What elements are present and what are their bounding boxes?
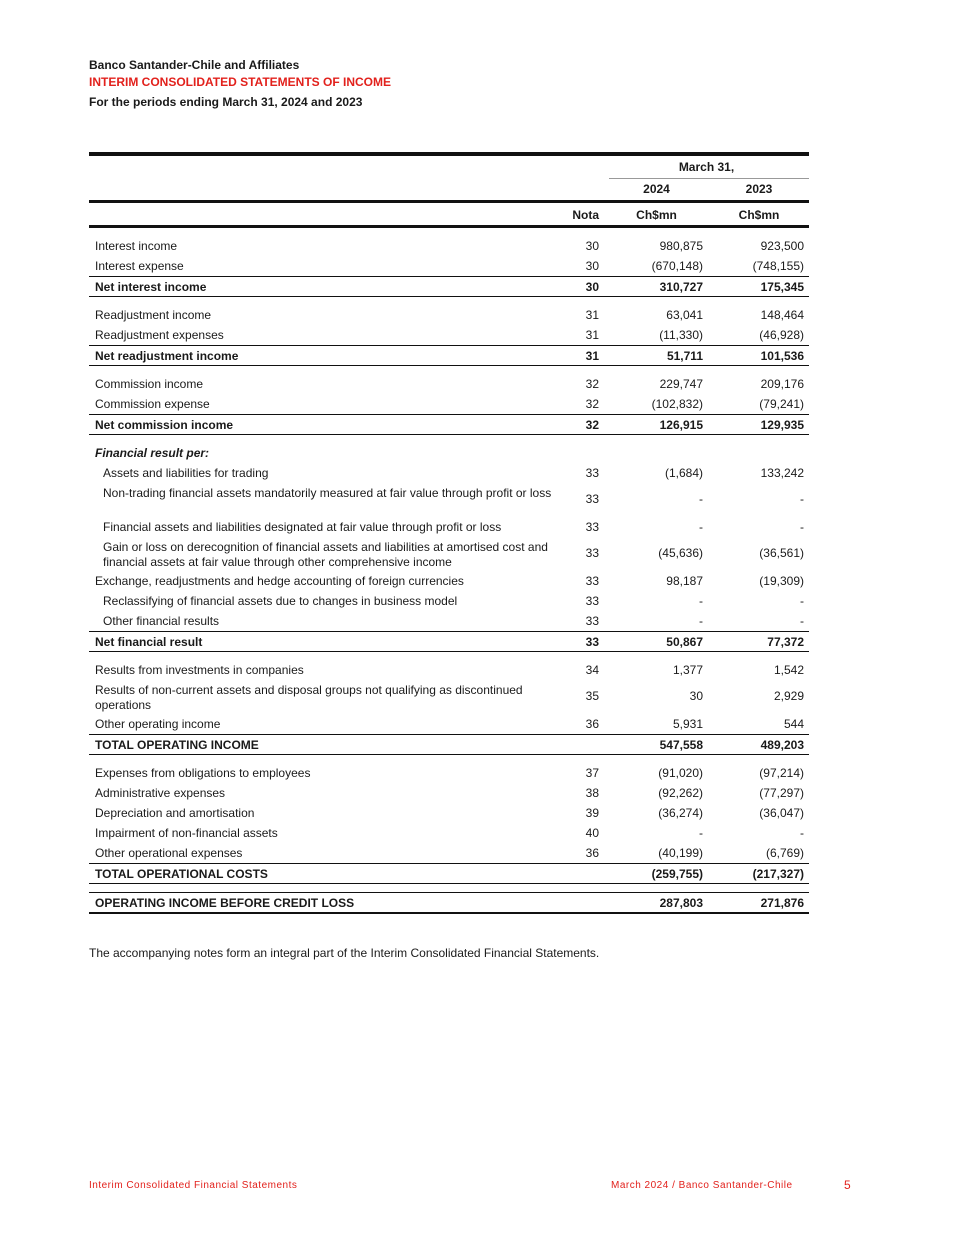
company-name: Banco Santander-Chile and Affiliates: [89, 58, 300, 72]
row-value-2024: 126,915: [659, 418, 703, 432]
row-value-2024: -: [699, 826, 703, 840]
row-value-2024: (102,832): [651, 397, 703, 411]
table-row: [89, 463, 809, 483]
total-row: [89, 734, 809, 755]
unit-2023-header: Ch$mn: [738, 208, 780, 222]
row-nota: 30: [585, 280, 599, 294]
row-value-2023: 101,536: [760, 349, 804, 363]
row-nota: 34: [585, 663, 599, 677]
row-nota: 32: [585, 397, 599, 411]
footer-left: Interim Consolidated Financial Statements: [89, 1180, 298, 1191]
total-row: [89, 414, 809, 435]
period-header: March 31,: [678, 160, 735, 174]
table-row: [89, 783, 809, 803]
row-label: TOTAL OPERATIONAL COSTS: [95, 867, 268, 881]
row-value-2024: (91,020): [658, 766, 703, 780]
section-subtitle: Financial result per:: [95, 446, 210, 460]
row-value-2024: 51,711: [666, 349, 703, 363]
row-value-2024: 287,803: [659, 896, 703, 910]
row-label: Other operational expenses: [95, 846, 243, 860]
row-label: OPERATING INCOME BEFORE CREDIT LOSS: [95, 896, 355, 910]
row-value-2023: 209,176: [760, 377, 804, 391]
total-row: [89, 863, 809, 884]
row-value-2024: (1,684): [664, 466, 703, 480]
row-value-2023: 2,929: [773, 689, 804, 703]
total-row: [89, 892, 809, 914]
row-label: Net commission income: [95, 418, 234, 432]
table-row: [89, 591, 809, 611]
page-number: 5: [844, 1178, 852, 1192]
row-label: Financial assets and liabilities designated at fair value through profit or loss: [103, 520, 502, 534]
row-value-2024: 63,041: [666, 308, 703, 322]
row-value-2023: 175,345: [760, 280, 804, 294]
row-label: Interest income: [95, 239, 178, 253]
table-row: [89, 660, 809, 680]
row-value-2024: -: [699, 594, 703, 608]
year-2023-header: 2023: [745, 182, 773, 196]
total-row: [89, 276, 809, 297]
row-label: Depreciation and amortisation: [95, 806, 255, 820]
table-row: [89, 714, 809, 734]
row-value-2023: 129,935: [760, 418, 804, 432]
row-nota: 30: [585, 239, 599, 253]
row-label: Exchange, readjustments and hedge accounting of foreign currencies: [95, 574, 464, 588]
row-nota: 37: [585, 766, 599, 780]
row-nota: 33: [585, 466, 599, 480]
row-value-2024: 30: [689, 689, 703, 703]
row-value-2023: 1,542: [773, 663, 804, 677]
row-label: Other operating income: [95, 717, 221, 731]
period-header-row: [89, 156, 809, 178]
spacer: [89, 755, 809, 763]
row-value-2023: (46,928): [759, 328, 804, 342]
section-subtitle-row: [89, 443, 809, 463]
row-value-2024: (670,148): [651, 259, 703, 273]
row-value-2024: 50,867: [666, 635, 703, 649]
row-value-2023: (79,241): [759, 397, 804, 411]
row-value-2024: (92,262): [658, 786, 703, 800]
row-label: Net financial result: [95, 635, 203, 649]
row-nota: 36: [585, 717, 599, 731]
table-row: [89, 763, 809, 783]
table-row: [89, 537, 809, 571]
row-value-2024: 229,747: [659, 377, 703, 391]
row-value-2023: (6,769): [765, 846, 804, 860]
row-value-2023: -: [800, 826, 804, 840]
table-row: [89, 483, 809, 517]
row-label: TOTAL OPERATING INCOME: [95, 738, 259, 752]
table-row: [89, 571, 809, 591]
row-nota: 31: [585, 308, 599, 322]
row-value-2023: (217,327): [752, 867, 804, 881]
row-label: Expenses from obligations to employees: [95, 766, 311, 780]
row-label: Readjustment expenses: [95, 328, 224, 342]
row-value-2024: -: [699, 520, 703, 534]
row-value-2024: 980,875: [659, 239, 703, 253]
row-value-2023: (748,155): [752, 259, 804, 273]
row-value-2023: 148,464: [760, 308, 804, 322]
row-label: Net readjustment income: [95, 349, 239, 363]
total-row: [89, 631, 809, 652]
row-value-2023: -: [800, 492, 804, 506]
row-value-2024: 5,931: [672, 717, 703, 731]
row-value-2023: -: [800, 594, 804, 608]
table-row: [89, 305, 809, 325]
row-value-2024: -: [699, 614, 703, 628]
row-value-2023: 77,372: [767, 635, 804, 649]
row-nota: 33: [585, 635, 599, 649]
row-label: Non-trading financial assets mandatorily measured at fair value through profit or loss: [103, 486, 552, 500]
row-value-2023: (19,309): [759, 574, 804, 588]
row-label: Other financial results: [103, 614, 220, 628]
row-label: Impairment of non-financial assets: [95, 826, 278, 840]
row-nota: 31: [585, 328, 599, 342]
unit-2024-header: Ch$mn: [636, 208, 677, 222]
row-label: Results from investments in companies: [95, 663, 304, 677]
row-nota: 33: [585, 520, 599, 534]
row-label: Results of non-current assets and disposal groups not qualifying as discontinued operations: [95, 683, 523, 712]
row-label: Commission expense: [95, 397, 210, 411]
spacer: [89, 652, 809, 660]
statement-title: INTERIM CONSOLIDATED STATEMENTS OF INCOME: [89, 75, 391, 89]
row-nota: 33: [585, 614, 599, 628]
nota-header: Nota: [572, 208, 599, 222]
row-label: Reclassifying of financial assets due to changes in business model: [103, 594, 458, 608]
table-body: [89, 228, 809, 914]
row-nota: 35: [585, 689, 599, 703]
table-row: [89, 374, 809, 394]
row-value-2023: (36,561): [759, 546, 804, 560]
row-value-2024: (45,636): [658, 546, 703, 560]
row-value-2023: 271,876: [760, 896, 804, 910]
row-label: Administrative expenses: [95, 786, 226, 800]
row-label: Net interest income: [95, 280, 207, 294]
spacer: [89, 884, 809, 892]
row-nota: 39: [585, 806, 599, 820]
table-row: [89, 325, 809, 345]
row-value-2024: 1,377: [672, 663, 703, 677]
row-nota: 31: [585, 349, 599, 363]
row-value-2024: 310,727: [659, 280, 703, 294]
spacer: [89, 435, 809, 443]
row-nota: 32: [585, 377, 599, 391]
table-row: [89, 394, 809, 414]
row-value-2024: (259,755): [651, 867, 703, 881]
row-label: Gain or loss on derecognition of financial assets and liabilities at amortised cost and financial assets at fair value through other comprehensive income: [103, 540, 548, 569]
row-nota: 30: [585, 259, 599, 273]
row-nota: 33: [585, 546, 599, 560]
row-value-2023: -: [800, 520, 804, 534]
row-value-2024: 98,187: [666, 574, 703, 588]
row-value-2024: (36,274): [658, 806, 703, 820]
row-nota: 36: [585, 846, 599, 860]
row-nota: 33: [585, 574, 599, 588]
row-value-2023: 489,203: [760, 738, 804, 752]
footnote: The accompanying notes form an integral part of the Interim Consolidated Financial Statements.: [89, 946, 600, 960]
table-row: [89, 517, 809, 537]
table-row: [89, 611, 809, 631]
row-value-2024: (40,199): [658, 846, 703, 860]
statement-period: For the periods ending March 31, 2024 and 2023: [89, 95, 363, 109]
row-label: Assets and liabilities for trading: [103, 466, 269, 480]
row-value-2023: -: [800, 614, 804, 628]
row-value-2024: 547,558: [659, 738, 703, 752]
row-nota: 40: [585, 826, 599, 840]
row-label: Interest expense: [95, 259, 184, 273]
row-value-2023: (97,214): [759, 766, 804, 780]
row-value-2023: 544: [783, 717, 804, 731]
row-value-2023: (77,297): [759, 786, 804, 800]
row-label: Readjustment income: [95, 308, 212, 322]
row-nota: 32: [585, 418, 599, 432]
unit-header-row: [89, 203, 809, 225]
spacer: [89, 297, 809, 305]
row-value-2024: (11,330): [659, 328, 703, 342]
spacer: [89, 366, 809, 374]
table-row: [89, 256, 809, 276]
year-header-row: [89, 178, 809, 200]
income-statement-table: [89, 152, 809, 914]
row-value-2023: 923,500: [760, 239, 804, 253]
row-value-2024: -: [699, 492, 703, 506]
row-nota: 38: [585, 786, 599, 800]
row-value-2023: (36,047): [759, 806, 804, 820]
table-row: [89, 236, 809, 256]
table-row: [89, 803, 809, 823]
total-row: [89, 345, 809, 366]
year-2024-header: 2024: [643, 182, 670, 196]
table-row: [89, 680, 809, 714]
spacer: [89, 228, 809, 236]
footer-right: March 2024 / Banco Santander-Chile: [611, 1180, 793, 1191]
row-nota: 33: [585, 492, 599, 506]
table-row: [89, 823, 809, 843]
row-label: Commission income: [95, 377, 204, 391]
row-nota: 33: [585, 594, 599, 608]
row-value-2023: 133,242: [760, 466, 804, 480]
table-row: [89, 843, 809, 863]
